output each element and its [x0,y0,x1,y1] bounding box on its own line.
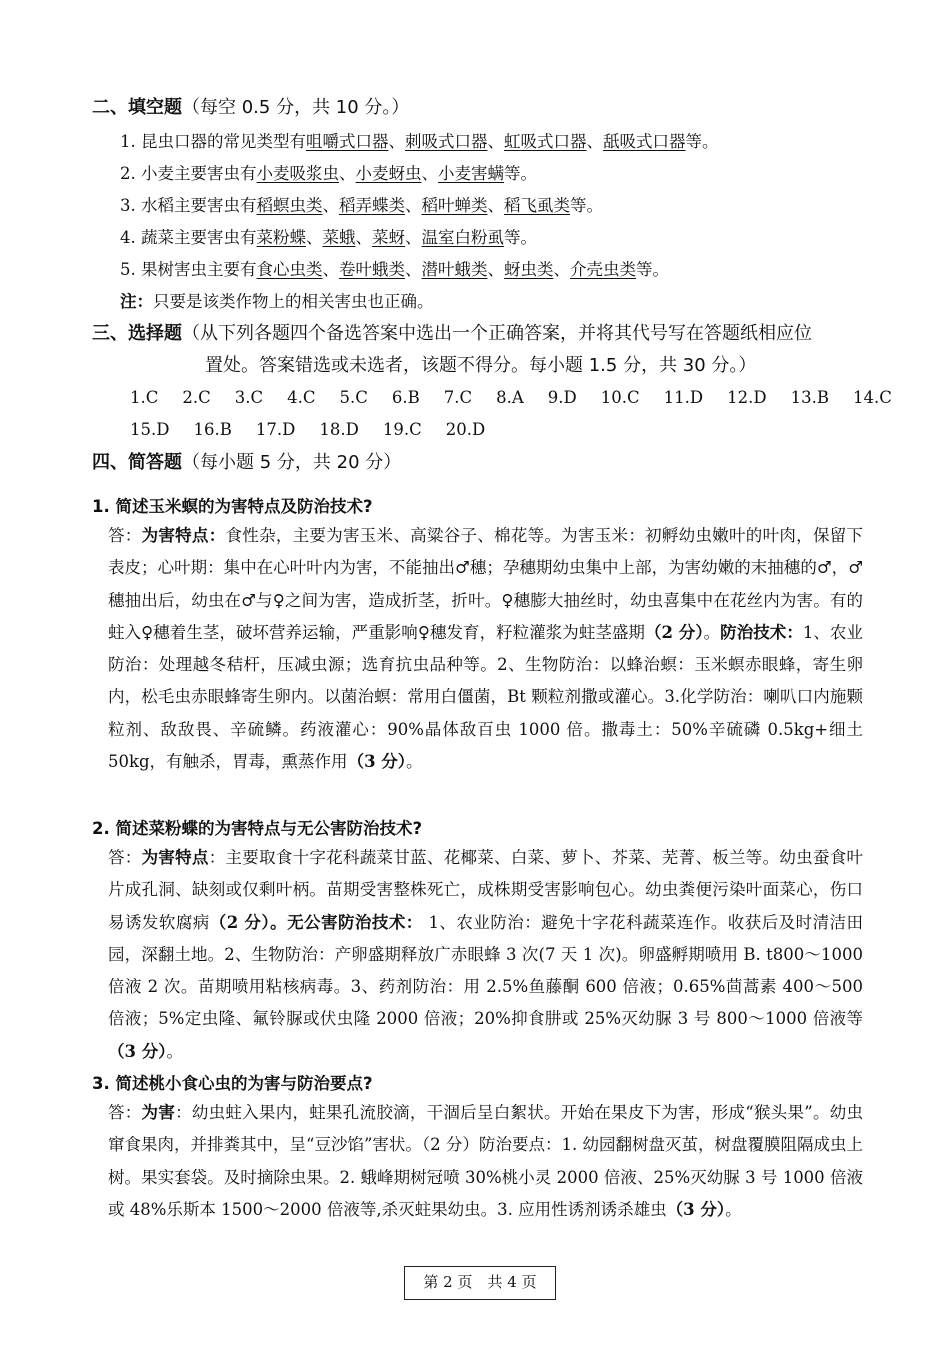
fill-answer: 稻飞虱类 [504,196,570,215]
choice-answer: 8.A [496,388,524,407]
fill-item-suffix: 等。 [504,228,537,247]
fill-answer: 潜叶蛾类 [421,260,488,279]
fill-item-1: 1. 昆虫口器的常见类型有咀嚼式口器、刺吸式口器、虹吸式口器、舐吸式口器等。 [120,132,719,151]
q2-answer [108,842,863,1068]
fill-item-prefix: 5. 果树害虫主要有 [120,260,257,279]
q1-heading-control: 防治技术： [720,622,803,642]
choice-answer: 7.C [443,388,473,407]
choice-answer: 5.C [339,388,368,407]
choice-answers-row-2 [130,418,509,442]
choice-answer: 19.C [382,420,422,439]
fill-answer: 介壳虫类 [570,260,636,279]
fill-item-3: 3. 水稻主要害虫有稻螟虫类、稻弄蝶类、稻叶蝉类、稻飞虱类等。 [120,196,603,215]
fill-answer: 温室白粉虱 [421,228,504,247]
fill-remark-label: 注： [120,292,153,311]
fill-answer: 虹吸式口器 [504,132,587,151]
fill-item-prefix: 4. 蔬菜主要害虫有 [120,228,257,247]
short-section-title: 四、简答题 [92,452,182,473]
q3-score-2: （3 分） [666,1199,726,1219]
q3-text: ：幼虫蛀入果内，蛀果孔流胶滴，干涸后呈白絮状。开始在果皮下为害，形成“猴头果”。幼虫窜食果肉，并排粪其中，呈“豆沙馅”害状。（2 分）防治要点：1. 幼园翻树盘灭茧，树盘覆膜阻隔成虫上树。果实套袋。及时摘除虫果。2. 蛾峰期树冠喷 30%桃小灵 2000 倍液、25%灭幼脲 3 号 1000 倍液或 48%乐斯本 1500～2000 倍液等,杀灭蛀果幼虫。3. 应用性诱剂诱杀雄虫 [108,1103,864,1219]
choice-section-heading [92,322,812,346]
q2-heading-harm: 为害特点 [141,848,209,867]
fill-answer: 小麦吸浆虫 [256,164,339,183]
fill-answer: 菜粉蝶 [256,228,306,247]
choice-answer: 12.D [727,388,767,407]
page-number-box: 第 2 页 共 4 页 [404,1266,556,1300]
fill-remark [120,290,434,314]
choice-section-note: （从下列各题四个备选答案中选出一个正确答案，并将其代号写在答题纸相应位 [182,323,812,344]
fill-section-title: 二、填空题 [92,97,182,118]
choice-answer: 20.D [445,420,486,439]
fill-item-suffix: 等。 [685,132,719,151]
fill-answer: 小麦害螨 [438,164,504,183]
q1-answer-lead: 答： [108,526,142,545]
q2-title: 2. 简述菜粉蝶的为害特点与无公害防治技术? [92,819,423,838]
q2-text-harm: ：主要取食十字花科蔬菜甘蓝、花椰菜、白菜、萝卜、芥菜、芜菁、板兰等。幼虫蚕食叶片成孔洞、缺刻或仅剩叶柄。苗期受害整株死亡，成株期受害影响包心。幼虫粪便污染叶面菜心，伤口易诱发软腐病 [108,848,864,932]
fill-answer: 卷叶蛾类 [339,260,405,279]
q1-end: 。 [406,752,423,772]
choice-answer: 14.C [853,388,892,407]
choice-answer: 4.C [287,388,316,407]
fill-item-2: 2. 小麦主要害虫有小麦吸浆虫、小麦蚜虫、小麦害螨等。 [120,164,537,183]
choice-answer: 3.C [234,388,264,407]
fill-section-note: （每空 0.5 分，共 10 分。） [182,97,410,118]
fill-item-suffix: 等。 [636,260,669,279]
fill-answer: 咀嚼式口器 [306,132,389,151]
fill-answer: 食心虫类 [256,260,323,279]
choice-answer: 17.D [255,420,296,439]
choice-answers-row-1 [130,386,916,410]
fill-section-heading [92,96,409,120]
fill-remark-text: 只要是该类作物上的相关害虫也正确。 [153,292,434,311]
q2-heading-control: 。无公害防治技术： [270,912,423,932]
fill-answer: 蚜虫类 [504,260,554,279]
choice-answer: 10.C [600,388,640,407]
short-section-note: （每小题 5 分，共 20 分） [182,452,402,473]
choice-answer: 15.D [130,420,170,439]
fill-answer: 舐吸式口器 [603,132,686,151]
q2-answer-lead: 答： [108,848,142,867]
short-section-heading [92,451,401,475]
q1-title: 1. 简述玉米螟的为害特点及防治技术? [92,497,373,516]
q3-heading-harm: 为害 [141,1103,176,1122]
choice-answer: 2.C [182,388,211,407]
q1-text-harm: 食性杂，主要为害玉米、高粱谷子、棉花等。为害玉米：初孵幼虫嫩叶的叶肉，保留下表皮；心叶期：集中在心叶叶内为害，不能抽出♂穗；孕穗期幼虫集中上部，为害幼嫩的末抽穗的♂，♂穗抽出后，幼虫在♂与♀之间为害，造成折茎，折叶。♀穗膨大抽丝时，幼虫喜集中在花丝内为害。有的蛀入♀穗着生茎，破坏营养运输，严重影响♀穗发育，籽粒灌浆为蛀茎盛期 [108,526,864,642]
q2-score-2: （3 分） [108,1041,167,1061]
q3-answer [108,1097,863,1226]
q1-score-2: （3 分） [347,752,407,772]
choice-section-title: 三、选择题 [92,323,182,344]
q3-title: 3. 简述桃小食心虫的为害与防治要点? [92,1074,373,1093]
choice-section-note-cont: 置处。答案错选或未选者，该题不得分。每小题 1.5 分，共 30 分。） [205,355,757,376]
q2-score-1: （2 分） [209,912,271,932]
choice-answer: 18.D [319,420,359,439]
fill-item-prefix: 3. 水稻主要害虫有 [120,196,257,215]
fill-answer: 稻弄蝶类 [339,196,405,215]
q1-text-control: 1、农业防治：处理越冬秸杆，压减虫源；选育抗虫品种等。2、生物防治：以蜂治螟：玉米螟赤眼蜂，寄生卵内，松毛虫赤眼蜂寄生卵内。以菌治螟：常用白僵菌，Bt 颗粒剂撒或灌心。3.化学防治：喇叭口内施颗粒剂、敌敌畏、辛硫鳞。药液灌心：90%晶体敌百虫 1000 倍。撒毒土：50%辛硫磷 0.5kg+细土 50kg，有触杀，胃毒，熏蒸作用 [108,622,864,772]
q3-answer-lead: 答： [108,1103,142,1122]
choice-answer: 16.B [193,420,232,439]
fill-item-5: 5. 果树害虫主要有食心虫类、卷叶蛾类、潜叶蛾类、蚜虫类、介壳虫类等。 [120,260,669,279]
q3-end: 。 [725,1199,742,1219]
fill-answer: 菜蛾 [322,228,356,247]
fill-item-prefix: 1. 昆虫口器的常见类型有 [120,132,306,151]
fill-answer: 小麦蚜虫 [355,164,422,183]
fill-item-suffix: 等。 [570,196,603,215]
fill-answer: 稻螟虫类 [256,196,323,215]
q2-end: 。 [166,1041,183,1061]
q1-score-1: （2 分） [644,622,704,642]
fill-item-prefix: 2. 小麦主要害虫有 [120,164,257,183]
fill-answer: 稻叶蝉类 [421,196,488,215]
choice-answer: 1.C [130,388,159,407]
fill-answer: 刺吸式口器 [405,132,488,151]
fill-answer: 菜蚜 [372,228,405,247]
choice-answer: 6.B [391,388,420,407]
choice-answer: 9.D [547,388,577,407]
q1-answer: 答：为害特点：食性杂，主要为害玉米、高粱谷子、棉花等。为害玉米：初孵幼虫嫩叶的叶肉，保留下表皮；心叶期：集中在心叶叶内为害，不能抽出♂穗；孕穗期幼虫集中上部，为害幼嫩的末抽穗的♂，♂穗抽出后，幼虫在♂与♀之间为害，造成折茎，折叶。♀穗膨大抽丝时，幼虫喜集中在花丝内为害。有的蛀入♀穗着生茎，破坏营养运输，严重影响♀穗发育，籽粒灌浆为蛀茎盛期（2 分）。防治技术：1、农业防治：处理越冬秸杆，压减虫源；选育抗虫品种等。2、生物防治：以蜂治螟：玉米螟赤眼蜂，寄生卵内，松毛虫赤眼蜂寄生卵内。以菌治螟：常用白僵菌，Bt 颗粒剂撒或灌心。3.化学防治：喇叭口内施颗粒剂、敌敌畏、辛硫鳞。药液灌心：90%晶体敌百虫 1000 倍。撒毒土：50%辛硫磷 0.5kg+细土 50kg，有触杀，胃毒，熏蒸作用（3 分）。 [108,526,864,772]
choice-answer: 11.D [663,388,704,407]
fill-item-4: 4. 蔬菜主要害虫有菜粉蝶、菜蛾、菜蚜、温室白粉虱等。 [120,228,537,247]
choice-answer: 13.B [790,388,829,407]
fill-item-suffix: 等。 [504,164,537,183]
q1-heading-harm: 为害特点： [141,526,226,545]
q2-text-control: 1、农业防治：避免十字花科蔬菜连作。收获后及时清洁田园，深翻土地。2、生物防治：产卵盛期释放广赤眼蜂 3 次(7 天 1 次)。卵盛孵期喷用 B. t800～1000 倍液 2 次。苗期喷用粘核病毒。3、药剂防治：用 2.5%鱼藤酮 600 倍液；0.65%茴蒿素 400～500 倍液；5%定虫隆、氟铃脲或伏虫隆 2000 倍液；20%抑食肼或 25%灭幼脲 3 号 800～1000 倍液等 [108,912,864,1029]
